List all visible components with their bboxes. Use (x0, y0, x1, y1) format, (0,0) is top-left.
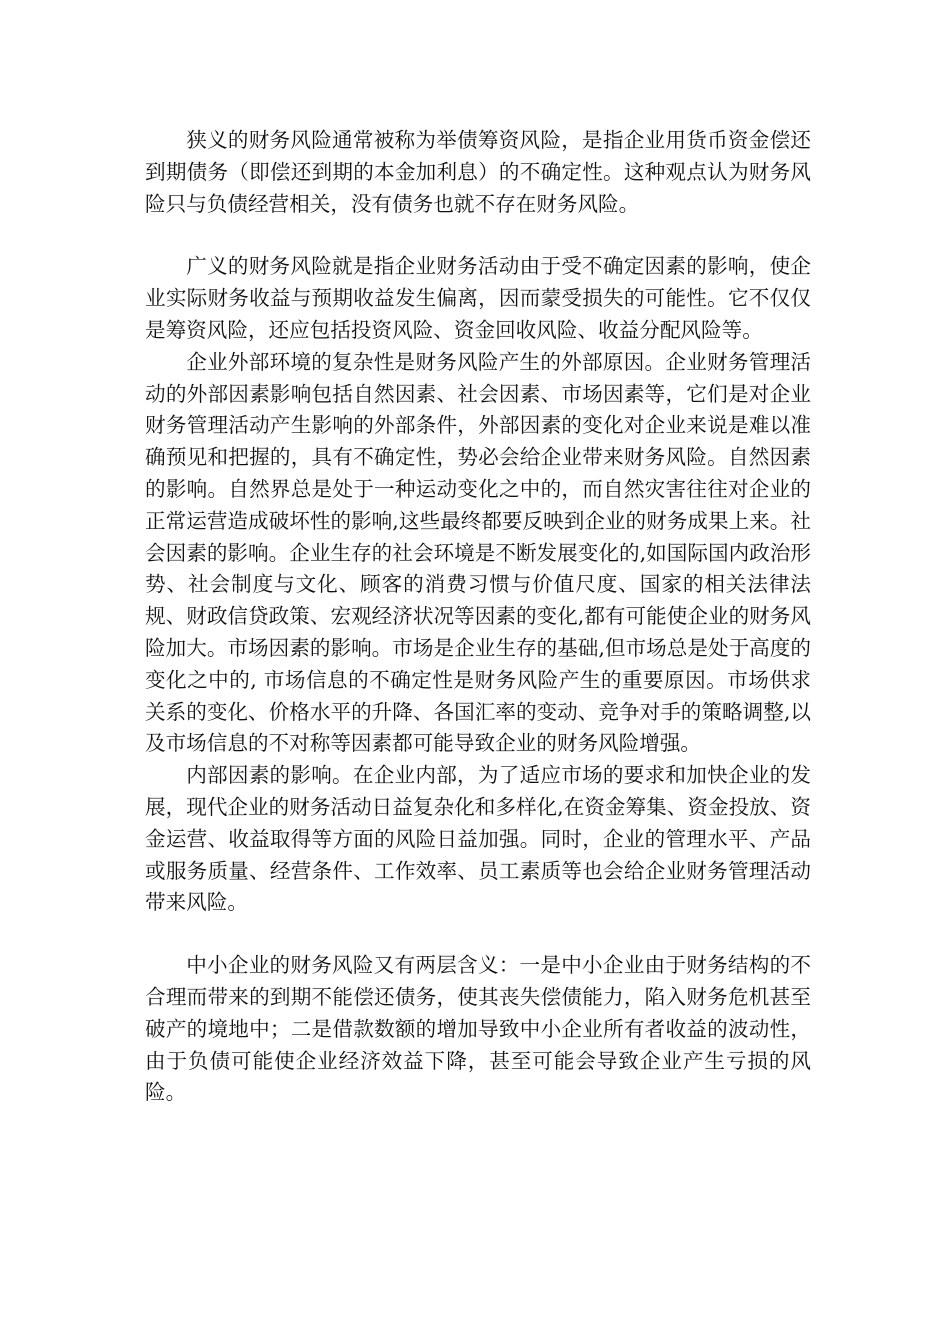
paragraph-broad-definition: 广义的财务风险就是指企业财务活动由于受不确定因素的影响，使企业实际财务收益与预期收益发生偏离，因而蒙受损失的可能性。它不仅仅是筹资风险，还应包括投资风险、资金回收风险、收益分配风险等。 (145, 254, 811, 342)
document-body (145, 125, 811, 1109)
paragraph-sme-risk: 中小企业的财务风险又有两层含义：一是中小企业由于财务结构的不合理而带来的到期不能偿还债务，使其丧失偿债能力，陷入财务危机甚至破产的境地中；二是借款数额的增加导致中小企业所有者收益的波动性，由于负债可能使企业经济效益下降，甚至可能会导致企业产生亏损的风险。 (145, 953, 811, 1105)
paragraph-external-factors: 企业外部环境的复杂性是财务风险产生的外部原因。企业财务管理活动的外部因素影响包括自然因素、社会因素、市场因素等，它们是对企业财务管理活动产生影响的外部条件，外部因素的变化对企业来说是难以准确预见和把握的，具有不确定性，势必会给企业带来财务风险。自然因素的影响。自然界总是处于一种运动变化之中的，而自然灾害往往对企业的正常运营造成破坏性的影响,这些最终都要反映到企业的财务成果上来。社会因素的影响。企业生存的社会环境是不断发展变化的,如国际国内政治形势、社会制度与文化、顾客的消费习惯与价值尺度、国家的相关法律法规、财政信贷政策、宏观经济状况等因素的变化,都有可能使企业的财务风险加大。市场因素的影响。市场是企业生存的基础,但市场总是处于高度的变化之中的, 市场信息的不确定性是财务风险产生的重要原因。市场供求关系的变化、价格水平的升降、各国汇率的变动、竞争对手的策略调整,以及市场信息的不对称等因素都可能导致企业的财务风险增强。 (145, 349, 811, 756)
paragraph-internal-factors: 内部因素的影响。在企业内部，为了适应市场的要求和加快企业的发展，现代企业的财务活动日益复杂化和多样化,在资金筹集、资金投放、资金运营、收益取得等方面的风险日益加强。同时，企业的管理水平、产品或服务质量、经营条件、工作效率、员工素质等也会给企业财务管理活动带来风险。 (145, 763, 811, 915)
paragraph-narrow-definition: 狭义的财务风险通常被称为举债筹资风险，是指企业用货币资金偿还到期债务（即偿还到期的本金加利息）的不确定性。这种观点认为财务风险只与负债经营相关，没有债务也就不存在财务风险。 (145, 128, 811, 216)
